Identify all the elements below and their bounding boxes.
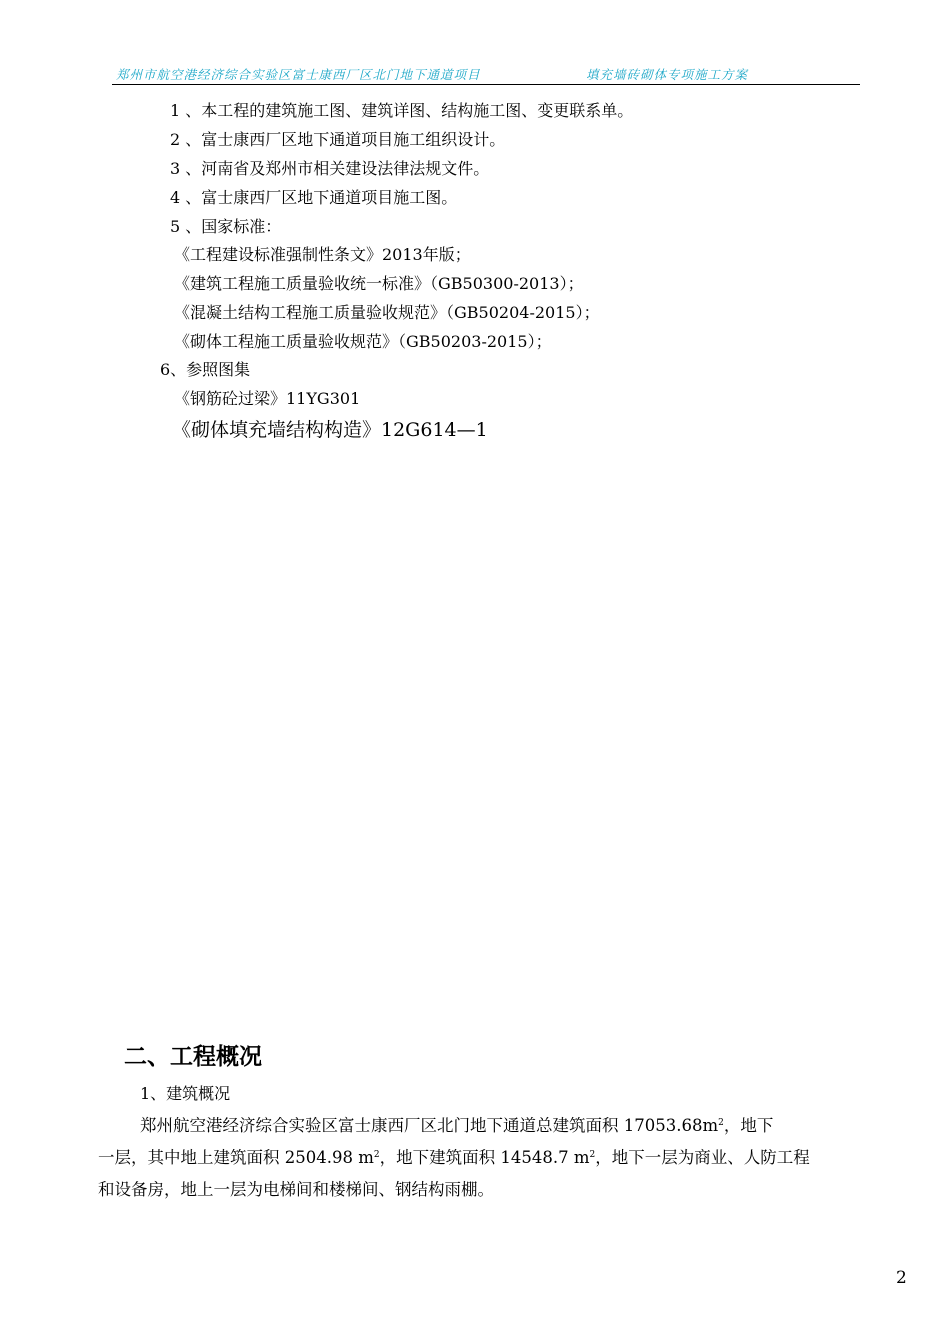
overview-paragraph-line-1: 郑州航空港经济综合实验区富士康西厂区北门地下通道总建筑面积 $17053.68m^2$，地下 [140,1116,774,1135]
overview-paragraph-line-2: 一层，其中地上建筑面积 2504.98 $m^2$，地下建筑面积 14548.7 $m^2$，地下一层为商业、人防工程 [98,1148,810,1167]
page-number: 2 [896,1268,907,1288]
atlas-item: 《砌体填充墙结构构造》12G614—1 [172,419,488,441]
atlas-title: 6、参照图集 [160,360,251,379]
standard-item: 《混凝土结构工程施工质量验收规范》（GB50204-2015）； [174,303,600,322]
overview-paragraph-line-3: 和设备房，地上一层为电梯间和楼梯间、钢结构雨棚。 [98,1180,494,1199]
standard-item: 《工程建设标准强制性条文》2013年版； [174,245,471,264]
section-title: 二、工程概况 [124,1044,262,1070]
subsection-title: 1、建筑概况 [140,1084,231,1103]
atlas-item: 《钢筋砼过梁》11YG301 [174,389,361,408]
header-plan-name: 填充墙砖砌体专项施工方案 [586,67,749,82]
basis-item-2: 2 、富士康西厂区地下通道项目施工组织设计。 [170,130,506,149]
basis-item-3: 3 、河南省及郑州市相关建设法律法规文件。 [170,159,490,178]
header-project-name: 郑州市航空港经济综合实验区富士康西厂区北门地下通道项目 [116,67,481,82]
standard-item: 《砌体工程施工质量验收规范》（GB50203-2015）； [174,332,552,351]
basis-item-5: 5 、国家标准： [170,217,282,236]
page-header [112,62,860,85]
standard-item: 《建筑工程施工质量验收统一标准》（GB50300-2013）； [174,274,584,293]
basis-item-4: 4 、富士康西厂区地下通道项目施工图。 [170,188,458,207]
basis-item-1: 1 、本工程的建筑施工图、建筑详图、结构施工图、变更联系单。 [170,101,634,120]
